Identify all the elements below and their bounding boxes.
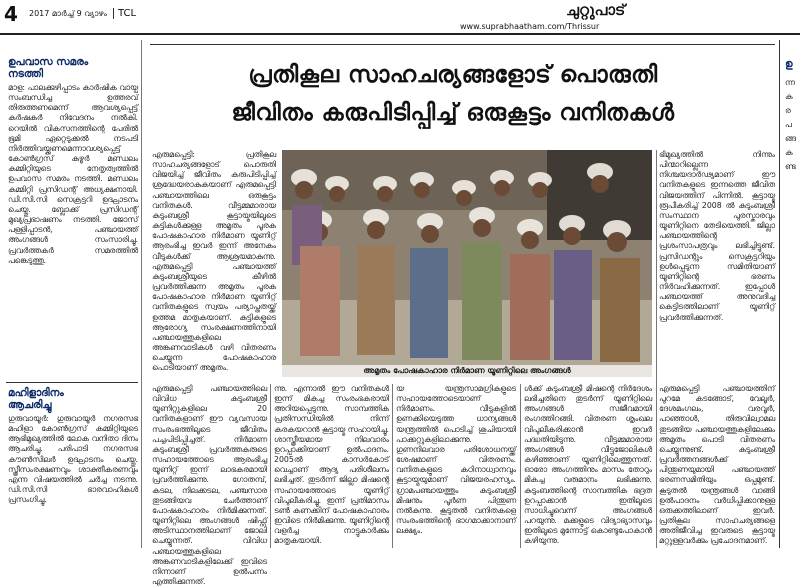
column-divider [270, 384, 271, 548]
fragment-title: ഉ [785, 58, 793, 70]
adjacent-column-fragment [781, 40, 800, 548]
photo-caption: അമൃതം പോഷകാഹാര നിർമാണ യൂണിറ്റിലെ അംഗങ്ങൾ [282, 365, 652, 377]
story-column: ന്നു. എന്നാൽ ഈ വനിതകൾ ഇന്ന് മികച്ച സംരംഭകരായി അറിയപ്പെടുന്നു. സാമ്പത്തിക പ്രതിസന്ധിയിൽ നിന്ന് കരകയറാൻ കൂട്ടായ്മ സഹായിച്ചു. ശാസ്ത്രീയമായ നിലവാരം ഉറപ്പാക്കിയാണ് ഉൽപാദനം. 2005ൽ കാസർകോട് വെച്ചാണ് ആദ്യ പരിശീലനം ലഭിച്ചത്. തുടർന്ന് ജില്ലാ മിഷന്റെ സഹായത്തോടെ യൂണിറ്റ് വിപുലീകരിച്ചു. ഇന്ന് പ്രതിമാസം ടൺ കണക്കിന് പോഷകാഹാരം ഇവിടെ നിർമിക്കുന്നു. യൂണിറ്റിന്റെ വളർച്ച നാട്ടുകാർക്കും മാതൃകയായി. [274, 384, 389, 546]
column-divider [392, 384, 393, 548]
headline-line: ജീവിതം കരുപിടിപ്പിച്ച് ഒരുകൂട്ടം വനിതകൾ [231, 100, 675, 126]
edition-code: TCL [113, 8, 136, 19]
headline-rule [150, 44, 775, 45]
column-divider [520, 384, 521, 548]
story-title [8, 387, 138, 411]
photo-image [282, 150, 652, 365]
header-rule [0, 33, 800, 35]
edition-date: 2017 മാർച്ച് 9 വ്യാഴം [29, 9, 107, 18]
story-title-line: ഉപവാസ സമരം [8, 56, 89, 68]
story-column: ഭിമുഖ്യത്തിൽ നിന്നും പിന്മാറില്ലെന്ന നിശ്ചയദാർഢ്യമാണ് ഈ വനിതകളുടെ ഇന്നത്തെ ജീവിത വിജയത്തിന് പിന്നിൽ. കൂട്ടായ്മ രൂപീകരിച്ച് 2008 ൽ കുടുംബശ്രീ സംസ്ഥാന പുരസ്കാരവും യൂണിറ്റിനെ തേടിയെത്തി. ജില്ലാ പഞ്ചായത്തിന്റെ പ്രശംസാപത്രവും ലഭിച്ചിട്ടുണ്ട്. പ്രസിഡന്റും സെക്രട്ടറിയും ഉൾപ്പെടുന്ന സമിതിയാണ് യൂണിറ്റിന്റെ ഭരണം നിർവഹിക്കുന്നത്. ഇപ്പോൾ പഞ്ചായത്ത് അനുവദിച്ച കെട്ടിടത്തിലാണ് യൂണിറ്റ് പ്രവർത്തിക്കുന്നത്. [659, 150, 775, 322]
headline [151, 56, 755, 132]
story-title-line: ആചരിച്ചു [8, 399, 52, 411]
section-title: ചുറ്റുപാട് [566, 1, 626, 19]
column-divider [656, 150, 657, 548]
headline-line: പ്രതികൂല സാഹചര്യങ്ങളോട് പൊരുതി [248, 62, 658, 88]
section-url: www.suprabhaatham.com/Thrissur [460, 22, 600, 31]
column-divider [779, 40, 780, 548]
story-title-line: നടത്തി [8, 68, 44, 80]
story-column: യ യന്ത്രസാമഗ്രികളുടെ സഹായത്തോടെയാണ് നിർമാണം. വീടുകളിൽ ഉണക്കിയെടുത്ത ധാന്യങ്ങൾ യന്ത്രത്തിൽ പൊടിച്ച് ശുചിയായി പാക്കറ്റുകളിലാക്കുന്നു. ഗുണനിലവാര പരിശോധനയ്ക്ക് ശേഷമാണ് വിതരണം. വനിതകളുടെ കഠിനാധ്വാനവും കൂട്ടായ്മയുമാണ് വിജയരഹസ്യം. ഗ്രാമപഞ്ചായത്തും കുടുംബശ്രീ മിഷനും പൂർണ പിന്തുണ നൽകുന്നു. കൂടുതൽ വനിതകളെ സംരംഭത്തിന്റെ ഭാഗമാക്കാനാണ് ലക്ഷ്യം. [396, 384, 516, 536]
story-column: ൾക്ക് കുടുംബശ്രീ മിഷന്റെ നിർദേശം ലഭിച്ചതിനെ തുടർന്ന് യൂണിറ്റിലെ അംഗങ്ങൾ സജീവമായി രംഗത്തിറങ്ങി. വിതരണ ശൃംഖല വിപുലീകരിക്കാൻ ഇവർ പദ്ധതിയിടുന്നു. വീട്ടമ്മമാരായ അംഗങ്ങൾ വീട്ടുജോലികൾ കഴിഞ്ഞാണ് യൂണിറ്റിലെത്തുന്നത്. ഓരോ അംഗത്തിനും മാസം തോറും മികച്ച വരുമാനം ലഭിക്കുന്നു. കുടുംബത്തിന്റെ സാമ്പത്തിക ഭദ്രത ഉറപ്പാക്കാൻ ഇതിലൂടെ സാധിച്ചുവെന്ന് അംഗങ്ങൾ പറയുന്നു. മക്കളുടെ വിദ്യാഭ്യാസവും ഇതിലൂടെ മുന്നോട്ട് കൊണ്ടുപോകാൻ കഴിയുന്നു. [524, 384, 652, 546]
story-divider [6, 382, 138, 383]
story-column: എരുമപ്പെട്ടി: പ്രതികൂല സാഹചര്യങ്ങളോട് പൊരുതി വിജയിച്ച് ജീവിതം കരുപിടിപ്പിച്ച് ശ്രദ്ധേയരാകുകയാണ് എരുമപ്പെട്ടി പഞ്ചായത്തിലെ ഒരുകൂട്ടം വനിതകൾ. വീട്ടമ്മമാരായ കുടുംബശ്രീ കൂട്ടായ്മയിലൂടെ കുട്ടികൾക്കുള്ള അമൃതം പൂരക പോഷകാഹാര നിർമാണ യൂണിറ്റ് ആരംഭിച്ച ഇവർ ഇന്ന് അനേകം വീടുകൾക്ക് ആശ്രയമാകുന്നു. എരുമപ്പെട്ടി പഞ്ചായത്ത് കുടുംബശ്രീയുടെ കീഴിൽ പ്രവർത്തിക്കുന്ന അമൃതം പൂരക പോഷകാഹാര നിർമാണ യൂണിറ്റ് വനിതകളുടെ സ്വയം പര്യാപ്തതയ്ക്ക് ഉത്തമ മാതൃകയാണ്. കുട്ടികളുടെ ആരോഗ്യ സംരക്ഷണത്തിനായി പഞ്ചായത്തുകളിലെ അങ്കണവാടികൾ വഴി വിതരണം ചെയ്യുന്ന പോഷകാഹാര പൊടിയാണ് അമൃതം. [152, 150, 276, 373]
column-divider [141, 40, 142, 548]
fragment-body: ന്ന ക ര പ ങ്ങ ക ണ്ട [785, 78, 797, 171]
story-body: ഗുരുവായൂർ: ഗുരുവായൂർ നഗരസഭ മഹിളാ കോൺഗ്രസ് കമ്മിറ്റിയുടെ ആഭിമുഖ്യത്തിൽ ലോക വനിതാ ദിനം ആചരിച്ചു. പരിപാടി നഗരസഭ കൗൺസിലർ ഉദ്ഘാടനം ചെയ്തു. സ്ത്രീസംരക്ഷണവും ശാക്തീകരണവും എന്ന വിഷയത്തിൽ ചർച്ച നടന്നു. ഡി.സി.സി ഭാരവാഹികൾ പ്രസംഗിച്ചു. [8, 414, 138, 505]
page-number: 4 [4, 2, 18, 26]
story-body: മാള: പാലക്കുഴിപ്പാടം കാർഷിക വായ്പ സംബന്ധിച്ച ഉത്തരവ് തിരുത്തണമെന്ന് ആവശ്യപ്പെട്ട് കർഷകർ നിവേദനം നൽകി. റെയിൽ വികസനത്തിന്റെ പേരിൽ ഭൂമി ഏറ്റെടുക്കൽ നടപടി നിർത്തിവയ്ക്കണമെന്നാവശ്യപ്പെട്ട് കോൺഗ്രസ് കുഴൂർ മണ്ഡലം കമ്മിറ്റിയുടെ നേതൃത്വത്തിൽ ഉപവാസ സമരം നടത്തി. മണ്ഡലം കമ്മിറ്റി പ്രസിഡന്റ് അധ്യക്ഷനായി. ഡി.സി.സി സെക്രട്ടറി ഉദ്ഘാടനം ചെയ്തു. ബ്ലോക്ക് പ്രസിഡന്റ് മുഖ്യപ്രഭാഷണം നടത്തി. ജോസ് പള്ളിപ്പാടൻ, പഞ്ചായത്ത് അംഗങ്ങൾ സംസാരിച്ചു. പ്രവർത്തകർ സമരത്തിൽ പങ്കെടുത്തു. [8, 83, 138, 265]
story-title [8, 56, 138, 80]
story-title-line: മഹിളാദിനം [8, 387, 64, 399]
story-column: എരുമപ്പെട്ടി പഞ്ചായത്തിലെ വിവിധ കുടുംബശ്രീ യൂണിറ്റുകളിലെ 20 വനിതകളാണ് ഈ വ്യവസായ സംരംഭത്തിലൂടെ ജീവിതം പച്ചപിടിപ്പിച്ചത്. നിർമാണ കുടുംബശ്രീ പ്രവർത്തകരുടെ സഹായത്തോടെ ആരംഭിച്ച യൂണിറ്റ് ഇന്ന് ലാഭകരമായി പ്രവർത്തിക്കുന്നു. ഗോതമ്പ്, കടല, നിലക്കടല, പഞ്ചസാര തുടങ്ങിയവ ചേർത്താണ് പോഷകാഹാരം നിർമിക്കുന്നത്. യൂണിറ്റിലെ അംഗങ്ങൾ ഷിഫ്റ്റ് അടിസ്ഥാനത്തിലാണ് ജോലി ചെയ്യുന്നത്. വിവിധ പഞ്ചായത്തുകളിലെ അങ്കണവാടികളിലേക്ക് ഇവിടെ നിന്നാണ് ഉൽപന്നം എത്തിക്കുന്നത്. [152, 384, 267, 586]
story-column: എരുമപ്പെട്ടി പഞ്ചായത്തിന് പുറമേ കടങ്ങോട്, വേലൂർ, ദേശമംഗലം, വരവൂർ, പാഞ്ഞാൾ, തിരുവില്വാമല തുടങ്ങിയ പഞ്ചായത്തുകളിലേക്കും അമൃതം പൊടി വിതരണം ചെയ്യുന്നുണ്ട്. കുടുംബശ്രീ പ്രവർത്തനങ്ങൾക്ക് പിന്തുണയുമായി പഞ്ചായത്ത് ഭരണസമിതിയും ഒപ്പമുണ്ട്. കൂടുതൽ യന്ത്രങ്ങൾ വാങ്ങി ഉൽപാദനം വർധിപ്പിക്കാനുള്ള ഒരുക്കത്തിലാണ് ഇവർ. പ്രതികൂല സാഹചര്യങ്ങളെ അതിജീവിച്ച ഇവരുടെ കൂട്ടായ്മ മറ്റുള്ളവർക്കും പ്രചോദനമാണ്. [659, 384, 775, 546]
news-photo [282, 150, 652, 365]
